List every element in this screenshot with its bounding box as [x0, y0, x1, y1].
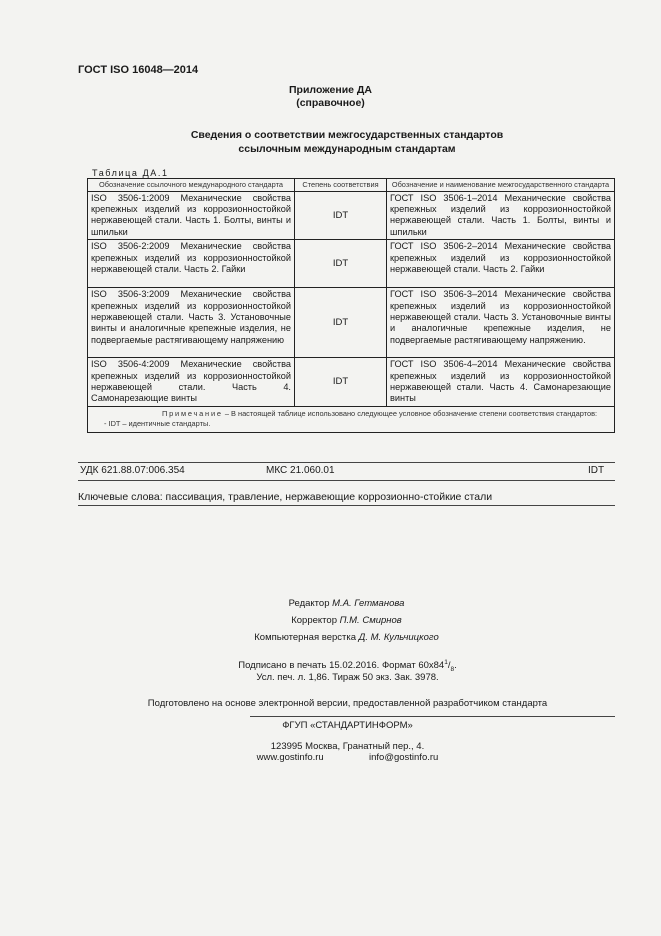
layout-credit — [0, 632, 661, 643]
divider-keywords — [78, 505, 615, 506]
table-note — [88, 406, 615, 432]
document-code: ГОСТ ISO 16048—2014 — [78, 64, 199, 76]
publisher-email[interactable]: info@gostinfo.ru — [369, 752, 439, 763]
table-row — [88, 358, 615, 407]
note-text: – В настоящей таблице использовано следующее условное обозначение степени соответствия стандартов: — [224, 408, 598, 418]
udk-code: УДК 621.88.07:006.354 — [80, 465, 185, 476]
cell-degree: IDT — [295, 358, 387, 407]
table-row — [88, 191, 615, 240]
format-denominator: 8 — [450, 665, 455, 673]
table-header-row — [88, 179, 615, 192]
proofreader-name: П.М. Смирнов — [339, 615, 402, 626]
cell-intl-standard: ISO 3506-4:2009 Механические свойства крепежных изделий из коррозионностойкой нержавеющей стали. Часть 4. Самонарезающие винты — [88, 358, 295, 407]
note-label: Примечание — [162, 408, 223, 418]
cell-intl-standard: ISO 3506-2:2009 Механические свойства крепежных изделий из коррозионностойкой нержавеющей стали. Часть 2. Гайки — [88, 240, 295, 288]
cell-interstate-standard: ГОСТ ISO 3506-4–2014 Механические свойства крепежных изделий из коррозионностойкой нержавеющей стали. Часть 4. Самонарезающие винты — [387, 358, 615, 407]
editor-label: Редактор — [288, 598, 330, 609]
correspondence-table — [87, 178, 615, 433]
proofreader-label: Корректор — [291, 615, 337, 626]
mks-code: МКС 21.060.01 — [266, 465, 335, 476]
cell-degree: IDT — [295, 240, 387, 288]
table-row — [88, 240, 615, 288]
cell-intl-standard: ISO 3506-1:2009 Механические свойства крепежных изделий из коррозионностойкой нержавеющей стали. Часть 1. Болты, винты и шпильки — [88, 191, 295, 240]
classification-degree: IDT — [588, 465, 605, 476]
layout-label: Компьютерная верстка — [254, 632, 357, 643]
appendix-title: Приложение ДА — [289, 84, 372, 96]
divider-top — [78, 462, 615, 463]
print-sheets: Усл. печ. л. 1,86. Тираж 50 экз. Зак. 3978. — [256, 672, 439, 683]
cell-interstate-standard: ГОСТ ISO 3506-1–2014 Механические свойства крепежных изделий из коррозионностойкой нержавеющей стали. Часть 1. Болты, винты и шпильки — [387, 191, 615, 240]
editor-name: М.А. Гетманова — [332, 598, 405, 609]
cell-intl-standard: ISO 3506-3:2009 Механические свойства крепежных изделий из коррозионностойкой нержавеющей стали. Часть 3. Установочные винты и аналогичные крепежные изделия, не подвергаемые растягивающему напряжению — [88, 288, 295, 358]
note-item: - IDT – идентичные стандарты. — [104, 418, 211, 428]
table-row — [88, 288, 615, 358]
layout-name: Д. М. Кульчицкого — [358, 632, 439, 643]
publisher-web[interactable]: www.gostinfo.ru — [256, 752, 324, 763]
table-label: Таблица ДА.1 — [92, 168, 169, 178]
cell-interstate-standard: ГОСТ ISO 3506-2–2014 Механические свойства крепежных изделий из коррозионностойкой нержавеющей стали. Часть 2. Гайки — [387, 240, 615, 288]
cell-degree: IDT — [295, 288, 387, 358]
publisher-address: 123995 Москва, Гранатный пер., 4. — [270, 741, 425, 752]
header-interstate-standard: Обозначение и наименование межгосударственного стандарта — [387, 179, 615, 192]
editor-credit — [0, 598, 661, 609]
appendix-subtitle: (справочное) — [296, 97, 365, 109]
prepared-note: Подготовлено на основе электронной версии, предоставленной разработчиком стандарта — [147, 698, 548, 709]
table-note-row — [88, 406, 615, 432]
proofreader-credit — [0, 615, 661, 626]
header-degree: Степень соответствия — [295, 179, 387, 192]
cell-degree: IDT — [295, 191, 387, 240]
divider-udk — [78, 480, 615, 481]
heading-line-1: Сведения о соответствии межгосударственных стандартов — [190, 129, 504, 141]
format-numerator: 1 — [444, 658, 448, 666]
publisher-name: ФГУП «СТАНДАРТИНФОРМ» — [282, 720, 413, 731]
publisher-contacts — [0, 752, 661, 764]
print-signed-text: Подписано в печать 15.02.2016. Формат 60х84 — [238, 660, 445, 671]
print-signed: Подписано в печать 15.02.2016. Формат $60х84^1/_8$. — [238, 658, 457, 673]
keywords: Ключевые слова: пассивация, травление, нержавеющие коррозионно-стойкие стали — [78, 491, 493, 503]
divider-publisher — [250, 716, 615, 717]
header-intl-standard: Обозначение ссылочного международного стандарта — [88, 179, 295, 192]
note-lead — [92, 409, 610, 419]
heading-line-2: ссылочным международным стандартам — [238, 143, 456, 155]
cell-interstate-standard: ГОСТ ISO 3506-3–2014 Механические свойства крепежных изделий из коррозионностойкой нержавеющей стали. Часть 3. Установочные винты и аналогичные крепежные изделия, не подвергаемые растягивающему напряжению. — [387, 288, 615, 358]
section-heading — [0, 128, 661, 156]
